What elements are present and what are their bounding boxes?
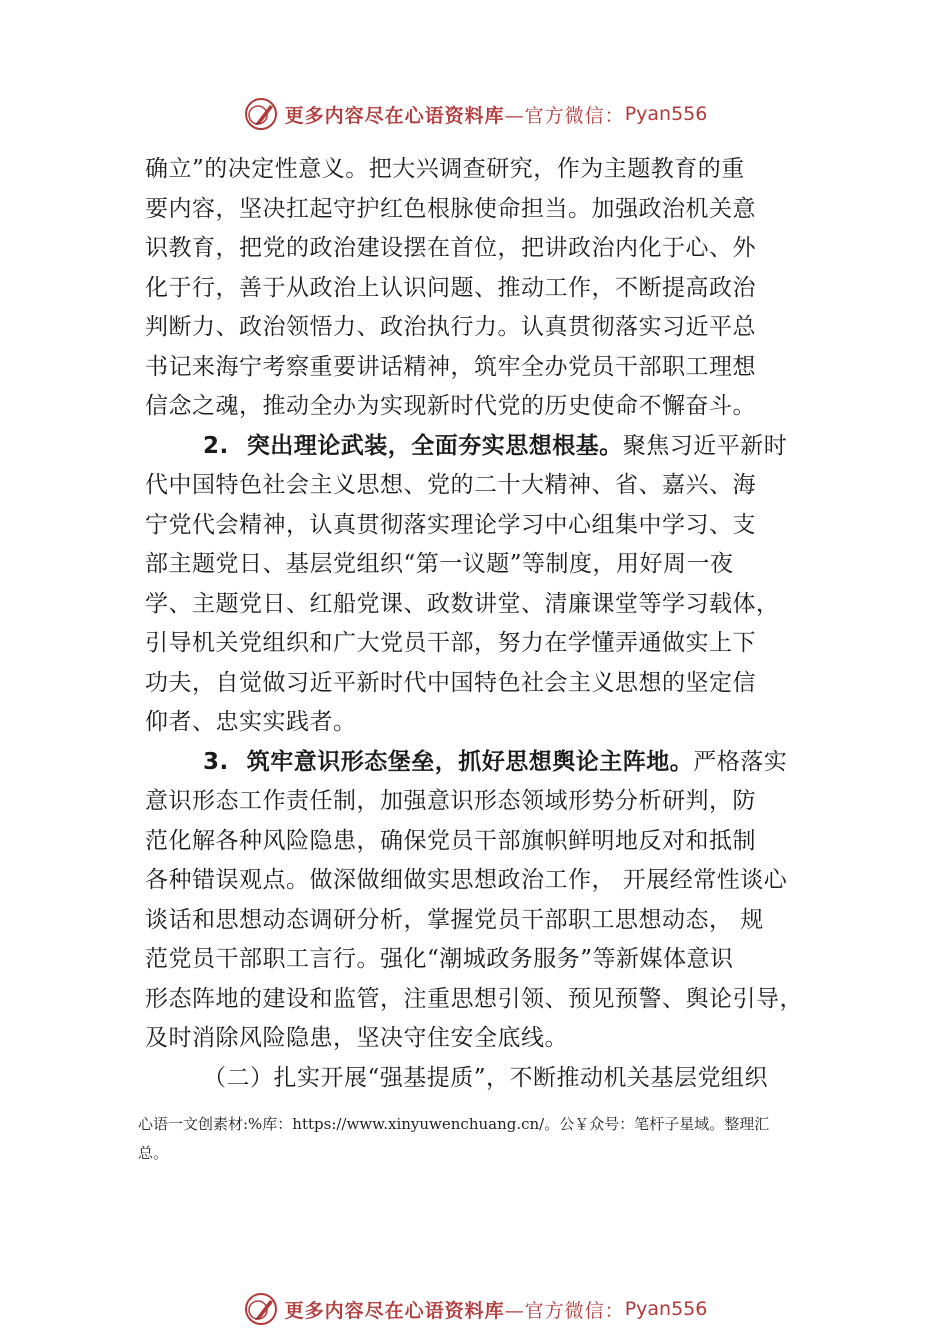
paragraph-first-line — [145, 743, 835, 783]
text-line: 意识形态工作责任制，加强意识形态领域形势分析研判，防 — [145, 788, 756, 814]
text-line: 书记来海宁考察重要讲话精神，筑牢全办党员干部职工理想 — [145, 353, 756, 380]
banner-slogan: 更多内容尽在心语资料库 — [284, 1299, 505, 1322]
source-footnote — [138, 1110, 838, 1168]
item-heading: 筑牢意识形态堡垒，抓好思想舆论主阵地。 — [246, 748, 694, 775]
banner-official-label: —官方微信： — [504, 104, 625, 127]
text-line: 及时消除风险隐患，坚决守住安全底线。 — [145, 1025, 568, 1051]
banner-official-label: —官方微信： — [504, 1299, 625, 1322]
text-span: 聚焦习近平新时 — [622, 432, 788, 459]
text-line: 仰者、忠实实践者。 — [145, 709, 357, 735]
text-line: 功夫，自觉做习近平新时代中国特色社会主义思想的坚定信 — [145, 669, 756, 696]
text-line: 代中国特色社会主义思想、党的二十大精神、省、嘉兴、海 — [145, 472, 756, 498]
paragraph-first-line — [145, 427, 835, 467]
footer-banner — [0, 1287, 950, 1331]
banner-wechat-id: Pyan556 — [624, 103, 708, 125]
item-number: 3. — [203, 748, 229, 775]
text-line: 要内容，坚决扛起守护红色根脉使命担当。加强政治机关意 — [145, 195, 756, 222]
text-line: 确立”的决定性意义。把大兴调查研究，作为主题教育的重 — [145, 156, 745, 182]
text-line: 判断力、政治领悟力、政治执行力。认真贯彻落实习近平总 — [145, 314, 756, 340]
paragraph-3 — [145, 743, 835, 1059]
item-number: 2. — [203, 432, 229, 459]
text-line: 识教育，把党的政治建设摆在首位，把讲政治内化于心、外 — [145, 235, 756, 261]
footnote-line: 总。 — [138, 1144, 169, 1162]
text-line: 各种错误观点。做深做细做实思想政治工作， 开展经常性谈心 — [145, 867, 788, 893]
text-line: 学、主题党日、红船党课、政数讲堂、清廉课堂等学习载体， — [145, 590, 780, 617]
header-banner — [0, 92, 950, 136]
banner-wechat-id: Pyan556 — [624, 1298, 708, 1320]
text-span: 严格落实 — [693, 748, 788, 775]
text-line: 部主题党日、基层党组织“第一议题”等制度，用好周一夜 — [145, 551, 734, 577]
text-line: 范化解各种风险隐患，确保党员干部旗帜鲜明地反对和抵制 — [145, 827, 756, 854]
paragraph-2 — [145, 427, 835, 743]
text-line: 形态阵地的建设和监管，注重思想引领、预见预警、舆论引导， — [145, 985, 803, 1012]
section-subheading: （二）扎实开展“强基提质”，不断推动机关基层党组织 — [203, 1064, 769, 1091]
banner-slogan: 更多内容尽在心语资料库 — [284, 104, 505, 127]
text-line: 宁党代会精神，认真贯彻落实理论学习中心组集中学习、支 — [145, 511, 756, 538]
paragraph-1 — [145, 150, 835, 427]
brand-logo-icon — [243, 96, 279, 132]
footnote-line: 心语一文创素材:%库：https://www.xinyuwenchuang.cn/。公￥众号：笔杆子星域。整理汇 — [138, 1115, 770, 1133]
brand-logo-icon — [243, 1291, 279, 1327]
item-heading: 突出理论武装，全面夯实思想根基。 — [246, 432, 623, 459]
text-line: 化于行，善于从政治上认识问题、推动工作，不断提高政治 — [145, 274, 756, 301]
text-line: 谈话和思想动态调研分析，掌握党员干部职工思想动态， 规 — [145, 906, 764, 933]
document-body — [145, 150, 835, 1098]
text-line: 信念之魂，推动全办为实现新时代党的历史使命不懈奋斗。 — [145, 393, 756, 419]
text-line: 引导机关党组织和广大党员干部，努力在学懂弄通做实上下 — [145, 630, 756, 656]
text-line: 范党员干部职工言行。强化“潮城政务服务”等新媒体意识 — [145, 946, 734, 972]
